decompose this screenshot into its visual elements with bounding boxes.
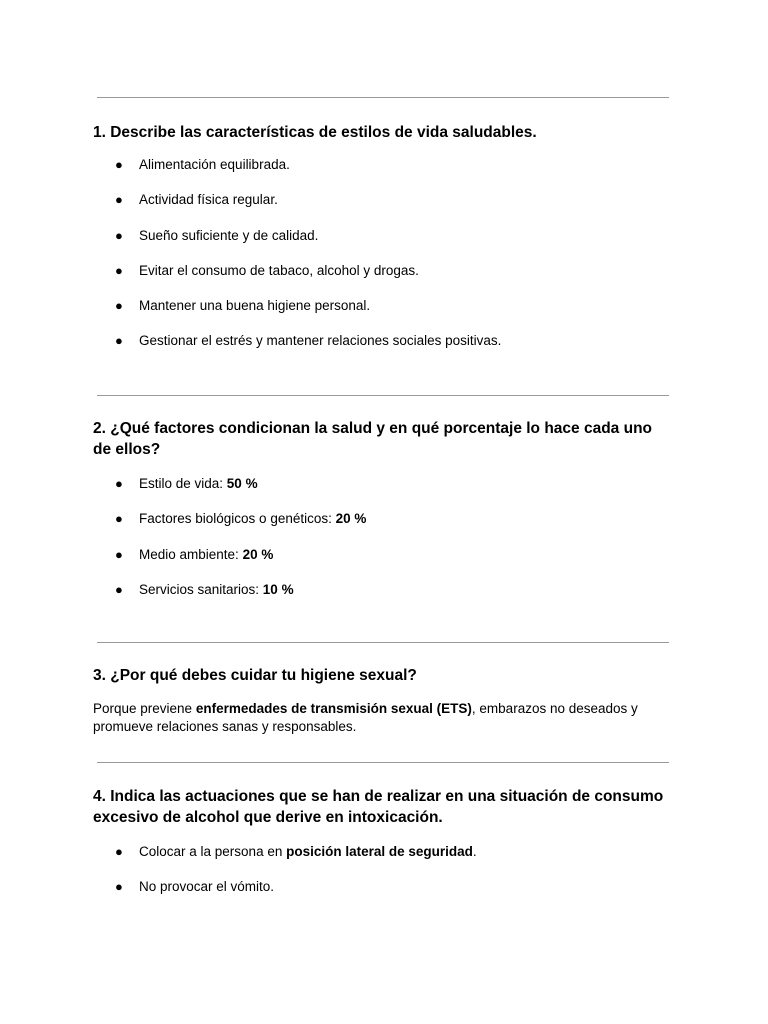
section-4-heading: 4. Indica las actuaciones que se han de realizar en una situación de consumo excesivo de alcohol que derive en intoxicación. — [93, 788, 664, 826]
list-item — [93, 843, 673, 878]
percentage-value: 50 % — [226, 476, 258, 491]
list-item — [93, 475, 673, 510]
bullet-icon: ● — [115, 476, 123, 491]
bullet-icon: ● — [115, 227, 123, 243]
bullet-icon: ● — [115, 546, 123, 562]
list-item — [93, 156, 673, 191]
list-item — [93, 191, 673, 226]
list-item — [93, 332, 673, 367]
list-item — [93, 878, 673, 913]
section-2-heading: 2. ¿Qué factores condicionan la salud y en qué porcentaje lo hace cada uno de ellos? — [93, 420, 653, 458]
bullet-icon: ● — [115, 333, 123, 349]
emphasis: posición lateral de seguridad — [286, 844, 473, 859]
divider — [97, 97, 669, 98]
list-item — [93, 227, 673, 262]
divider — [97, 642, 669, 643]
bullet-icon: ● — [115, 844, 123, 859]
section-2-list — [93, 475, 673, 616]
bullet-icon: ● — [115, 192, 123, 208]
list-item — [93, 262, 673, 297]
list-item — [93, 510, 673, 545]
list-item-text: Mantener una buena higiene personal. — [139, 298, 371, 314]
divider — [97, 395, 669, 396]
section-1-list — [93, 156, 673, 368]
list-item-text: Colocar a la persona en posición lateral de seguridad. — [139, 844, 477, 859]
emphasis: enfermedades de transmisión sexual (ETS) — [195, 701, 472, 716]
list-item-text: No provocar el vómito. — [139, 879, 275, 895]
list-item-text: Gestionar el estrés y mantener relaciones sociales positivas. — [139, 333, 502, 349]
list-item-text: Actividad física regular. — [139, 192, 278, 208]
section-1-heading: 1. Describe las características de estilos de vida saludables. — [93, 124, 537, 141]
percentage-value: 10 % — [262, 581, 294, 597]
bullet-icon: ● — [115, 298, 123, 314]
divider — [97, 762, 669, 763]
list-item-text: Evitar el consumo de tabaco, alcohol y drogas. — [139, 262, 419, 278]
list-item — [93, 581, 673, 616]
list-item — [93, 297, 673, 332]
section-3-heading: 3. ¿Por qué debes cuidar tu higiene sexual? — [93, 667, 417, 684]
percentage-value: 20 % — [335, 511, 367, 527]
list-item-text: Factores biológicos o genéticos: 20 % — [139, 511, 367, 527]
list-item-text: Servicios sanitarios: 10 % — [139, 581, 294, 597]
bullet-icon: ● — [115, 262, 123, 278]
bullet-icon: ● — [115, 581, 123, 597]
section-4-list — [93, 843, 673, 914]
bullet-icon: ● — [115, 879, 123, 895]
bullet-icon: ● — [115, 157, 123, 172]
list-item-text: Medio ambiente: 20 % — [139, 546, 274, 562]
bullet-icon: ● — [115, 511, 123, 527]
list-item-text: Estilo de vida: 50 % — [139, 476, 258, 491]
section-3-paragraph: Porque previene enfermedades de transmisión sexual (ETS), embarazos no deseados y promueve relaciones sanas y responsables. — [93, 701, 638, 734]
list-item-text: Sueño suficiente y de calidad. — [139, 227, 319, 243]
list-item — [93, 546, 673, 581]
percentage-value: 20 % — [242, 546, 274, 562]
list-item-text: Alimentación equilibrada. — [139, 157, 290, 172]
